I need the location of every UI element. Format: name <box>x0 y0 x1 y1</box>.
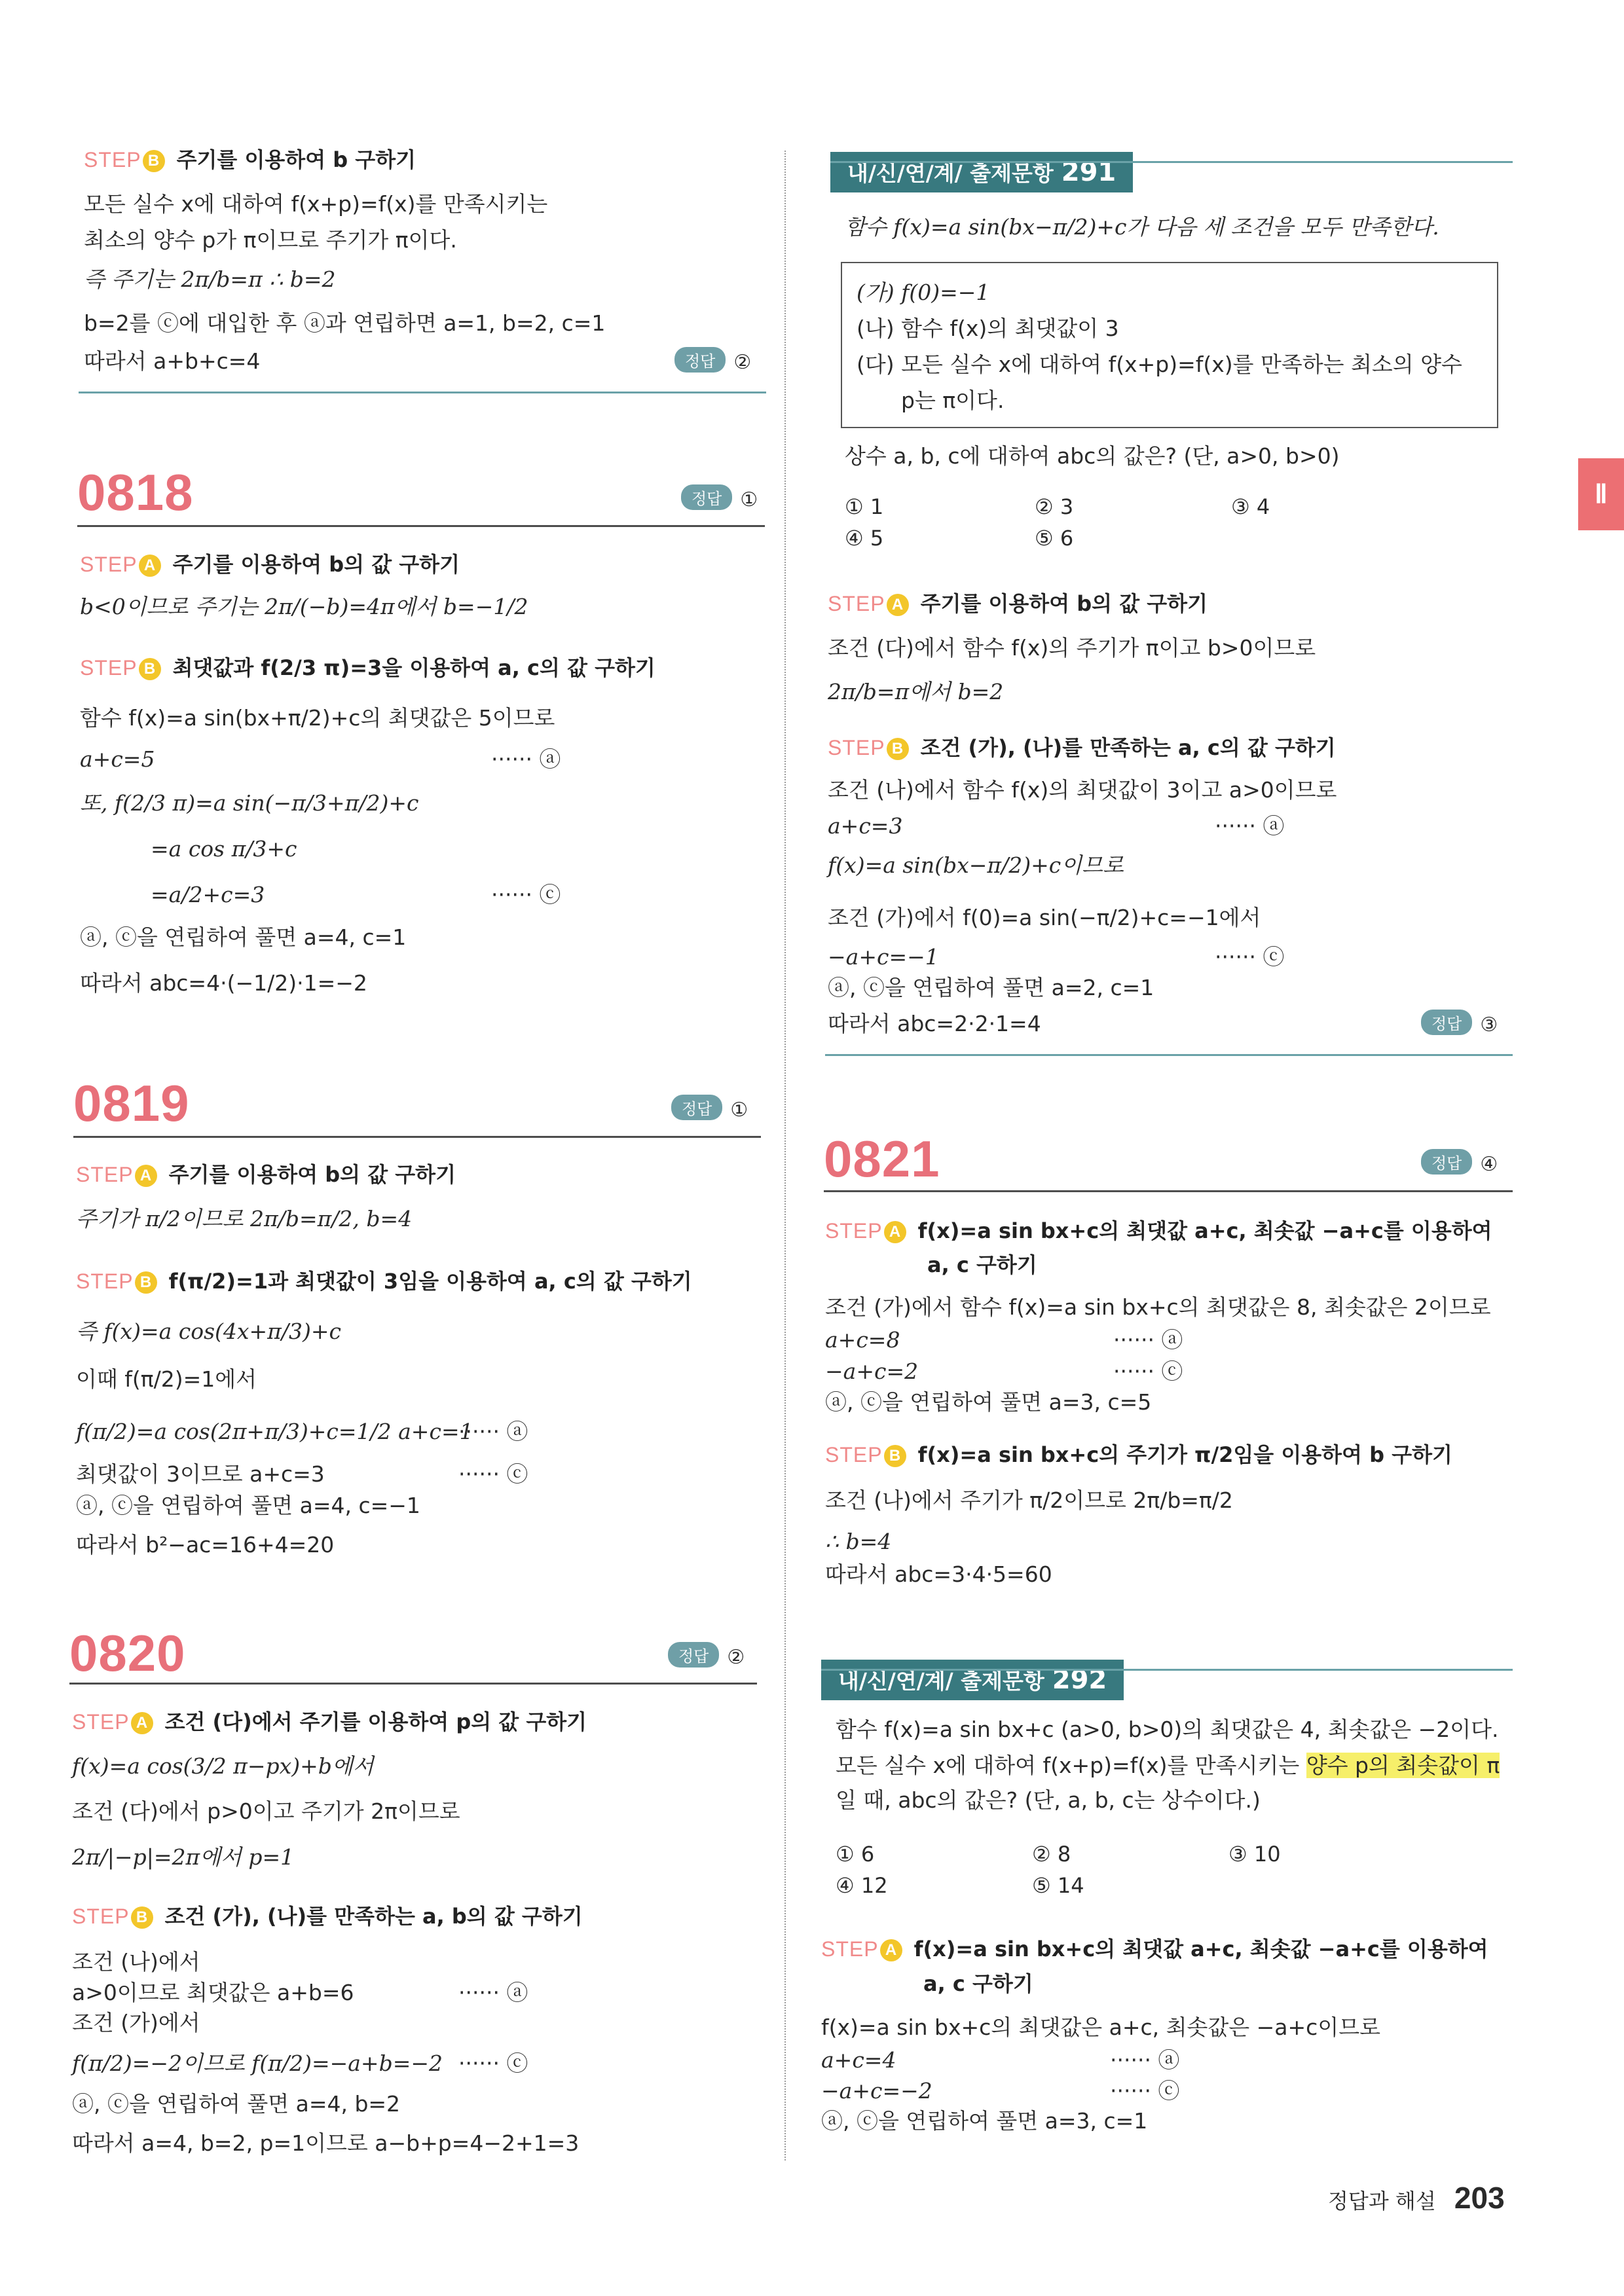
text-line: 또, f(2/3 π)=a sin(−π/3+π/2)+c <box>80 790 419 816</box>
stem-text: 모든 실수 x에 대하여 f(x+p)=f(x)를 만족시키는 <box>836 1753 1306 1778</box>
question-stem: 함수 f(x)=a sin(bx−π/2)+c가 다음 세 조건을 모두 만족한다. <box>845 214 1439 240</box>
problem-number: 0821 <box>824 1130 940 1188</box>
text-line: 2π/|−p|=2π에서 p=1 <box>72 1844 295 1870</box>
answer-badge: 정답 ① <box>681 484 758 511</box>
text-line: f(x)=a sin bx+c의 최댓값은 a+c, 최솟값은 −a+c이므로 <box>821 2014 1380 2040</box>
condition: p는 π이다. <box>901 388 1005 413</box>
step-a-header: STEP A 조건 (다)에서 주기를 이용하여 p의 값 구하기 <box>72 1709 587 1734</box>
answer-badge: 정답 ④ <box>1421 1149 1498 1176</box>
equation-tag: ······ ⓒ <box>1110 2078 1180 2104</box>
condition: (나) 함수 f(x)의 최댓값이 3 <box>857 316 1119 341</box>
condition: (가) f(0)=−1 <box>857 280 990 305</box>
highlighted-text: 양수 p의 최솟값이 π <box>1306 1753 1500 1778</box>
equation-tag: ······ ⓒ <box>1215 944 1285 970</box>
choice-5[interactable]: ⑤ 6 <box>1035 526 1074 551</box>
choice-1[interactable]: ① 1 <box>845 494 884 519</box>
chapter-tab-label: Ⅱ <box>1595 479 1608 509</box>
problem-number: 0820 <box>69 1624 186 1682</box>
equation-tag: ······ ⓐ <box>491 746 561 772</box>
choice-4[interactable]: ④ 5 <box>845 526 884 551</box>
choice-1[interactable]: ① 6 <box>836 1842 875 1867</box>
text-line: a+c=3 <box>828 813 903 839</box>
text-line: a+c=4 <box>821 2047 896 2073</box>
step-a-header: STEP A f(x)=a sin bx+c의 최댓값 a+c, 최솟값 −a+c를 이용하여 <box>821 1937 1488 1961</box>
question-stem <box>836 1751 1500 1780</box>
equation-tag: ······ ⓒ <box>491 882 561 907</box>
text-line: 조건 (가)에서 함수 f(x)=a sin bx+c의 최댓값은 8, 최솟값은 2이므로 <box>825 1294 1491 1320</box>
answer-badge: 정답 ① <box>671 1095 748 1121</box>
section-rule <box>79 392 766 393</box>
page-footer <box>1328 2180 1505 2215</box>
text-line: 따라서 abc=3·4·5=60 <box>825 1561 1052 1587</box>
text-line: b<0이므로 주기는 2π/(−b)=4π에서 b=−1/2 <box>80 594 528 619</box>
question-text: 상수 a, b, c에 대하여 abc의 값은? (단, a>0, b>0) <box>845 443 1340 469</box>
step-b-header: STEP B 조건 (가), (나)를 만족하는 a, b의 값 구하기 <box>72 1904 583 1929</box>
text-line: 따라서 b²−ac=16+4=20 <box>76 1532 335 1558</box>
answer-badge: 정답 ② <box>668 1642 745 1669</box>
step-b-header: STEP B 최댓값과 f(2/3 π)=3을 이용하여 a, c의 값 구하기 <box>80 655 655 680</box>
text-line: 조건 (나)에서 <box>72 1949 200 1975</box>
equation-tag: ······ ⓐ <box>1110 2047 1180 2073</box>
question-stem: 함수 f(x)=a sin bx+c (a>0, b>0)의 최댓값은 4, 최솟값은 −2이다. <box>836 1717 1499 1742</box>
text-line: ⓐ, ⓒ을 연립하여 풀면 a=3, c=1 <box>821 2108 1148 2134</box>
step-a-header-cont: a, c 구하기 <box>923 1971 1033 1996</box>
problem-rule <box>824 1190 1513 1192</box>
step-a-header: STEP A 주기를 이용하여 b의 값 구하기 <box>80 552 460 577</box>
step-a-header: STEP A f(x)=a sin bx+c의 최댓값 a+c, 최솟값 −a+c를 이용하여 <box>825 1218 1492 1243</box>
text-line: f(x)=a sin(bx−π/2)+c이므로 <box>828 852 1124 878</box>
text-line: 함수 f(x)=a sin(bx+π/2)+c의 최댓값은 5이므로 <box>80 705 555 731</box>
text-line: f(π/2)=a cos(2π+π/3)+c=1/2 a+c=1 <box>76 1419 473 1444</box>
problem-rule <box>73 1136 761 1138</box>
text-line: ⓐ, ⓒ을 연립하여 풀면 a=4, c=1 <box>80 924 407 950</box>
text-line: =a cos π/3+c <box>151 836 297 862</box>
section-rule <box>825 1054 1513 1056</box>
column-divider <box>784 151 786 2160</box>
answer-badge: 정답 ② <box>674 347 751 374</box>
step-a-header-cont: a, c 구하기 <box>927 1252 1037 1277</box>
text-line: 조건 (나)에서 주기가 π/2이므로 2π/b=π/2 <box>825 1487 1233 1513</box>
step-b-header: STEP B f(π/2)=1과 최댓값이 3임을 이용하여 a, c의 값 구하기 <box>76 1269 692 1294</box>
answer-badge: 정답 ③ <box>1421 1010 1498 1036</box>
choice-3[interactable]: ③ 10 <box>1228 1842 1281 1867</box>
text-line: 2π/b=π에서 b=2 <box>828 679 1004 704</box>
step-a-header: STEP A 주기를 이용하여 b의 값 구하기 <box>76 1162 456 1187</box>
header-rule <box>830 161 1513 163</box>
text-line: ⓐ, ⓒ을 연립하여 풀면 a=2, c=1 <box>828 975 1154 1000</box>
text-line: −a+c=2 <box>825 1358 919 1384</box>
step-a-header: STEP A 주기를 이용하여 b의 값 구하기 <box>828 591 1208 616</box>
equation-tag: ······ ⓒ <box>1113 1358 1183 1384</box>
text-line: ∴ b=4 <box>825 1529 892 1554</box>
equation-tag: ······ ⓐ <box>458 1980 528 2005</box>
text-line: 조건 (다)에서 함수 f(x)의 주기가 π이고 b>0이므로 <box>828 635 1316 661</box>
text-line: 조건 (나)에서 함수 f(x)의 최댓값이 3이고 a>0이므로 <box>828 777 1337 803</box>
equation-tag: ······ ⓐ <box>1215 813 1285 839</box>
text-line: 조건 (다)에서 p>0이고 주기가 2π이므로 <box>72 1798 460 1824</box>
step-b-header: STEP B 주기를 이용하여 b 구하기 <box>84 147 416 172</box>
text-line: 조건 (가)에서 f(0)=a sin(−π/2)+c=−1에서 <box>828 905 1261 930</box>
problem-number: 0819 <box>73 1074 190 1132</box>
text-line: a+c=5 <box>80 746 155 772</box>
text-line: f(x)=a cos(3/2 π−px)+b에서 <box>72 1753 374 1779</box>
choice-5[interactable]: ⑤ 14 <box>1032 1873 1084 1898</box>
text-line: b=2를 ⓒ에 대입한 후 ⓐ과 연립하면 a=1, b=2, c=1 <box>84 310 606 336</box>
chapter-side-tab <box>1578 458 1624 530</box>
footer-label: 정답과 해설 <box>1328 2189 1436 2214</box>
text-line: 따라서 a=4, b=2, p=1이므로 a−b+p=4−2+1=3 <box>72 2130 580 2156</box>
equation-tag: ······ ⓐ <box>1113 1327 1183 1353</box>
choice-2[interactable]: ② 3 <box>1035 494 1074 519</box>
question-stem: 일 때, abc의 값은? (단, a, b, c는 상수이다.) <box>836 1787 1261 1813</box>
text-line: =a/2+c=3 <box>151 882 265 907</box>
text-line: 이때 f(π/2)=1에서 <box>76 1366 257 1392</box>
text-line: a>0이므로 최댓값은 a+b=6 <box>72 1980 354 2005</box>
text-line: −a+c=−2 <box>821 2078 932 2104</box>
equation-tag: ······ ⓐ <box>458 1419 528 1444</box>
text-line: f(π/2)=−2이므로 f(π/2)=−a+b=−2 <box>72 2050 443 2076</box>
text-line: 즉 주기는 2π/b=π ∴ b=2 <box>84 266 336 292</box>
text-line: −a+c=−1 <box>828 944 939 970</box>
text-line: 최댓값이 3이므로 a+c=3 <box>76 1461 325 1487</box>
text-line: 모든 실수 x에 대하여 f(x+p)=f(x)를 만족시키는 <box>84 191 548 217</box>
step-b-header: STEP B f(x)=a sin bx+c의 주기가 π/2임을 이용하여 b 구하기 <box>825 1442 1452 1467</box>
header-rule <box>821 1669 1513 1671</box>
text-line: 즉 f(x)=a cos(4x+π/3)+c <box>76 1319 341 1344</box>
text-line: 따라서 a+b+c=4 <box>84 348 261 374</box>
choice-2[interactable]: ② 8 <box>1032 1842 1071 1867</box>
page-number: 203 <box>1454 2181 1505 2215</box>
text-line: ⓐ, ⓒ을 연립하여 풀면 a=4, b=2 <box>72 2091 401 2117</box>
related-problem-header: 내/신/연/계/ 출제문항 291 <box>830 152 1133 192</box>
equation-tag: ······ ⓒ <box>458 1461 528 1487</box>
text-line: 따라서 abc=2·2·1=4 <box>828 1011 1041 1036</box>
text-line: 따라서 abc=4·(−1/2)·1=−2 <box>80 970 367 996</box>
equation-tag: ······ ⓒ <box>458 2050 528 2076</box>
text-line: 조건 (가)에서 <box>72 2010 200 2035</box>
text-line: ⓐ, ⓒ을 연립하여 풀면 a=3, c=5 <box>825 1389 1152 1415</box>
related-problem-header: 내/신/연/계/ 출제문항 292 <box>821 1660 1124 1700</box>
choice-3[interactable]: ③ 4 <box>1231 494 1270 519</box>
choice-4[interactable]: ④ 12 <box>836 1873 888 1898</box>
text-line: a+c=8 <box>825 1327 900 1353</box>
problem-rule <box>77 525 765 527</box>
condition: (다) 모든 실수 x에 대하여 f(x+p)=f(x)를 만족하는 최소의 양수 <box>857 352 1462 377</box>
problem-number: 0818 <box>77 464 194 521</box>
problem-rule <box>69 1683 757 1685</box>
text-line: 최소의 양수 p가 π이므로 주기가 π이다. <box>84 227 457 253</box>
step-b-header: STEP B 조건 (가), (나)를 만족하는 a, c의 값 구하기 <box>828 735 1336 760</box>
text-line: ⓐ, ⓒ을 연립하여 풀면 a=4, c=−1 <box>76 1493 420 1518</box>
text-line: 주기가 π/2이므로 2π/b=π/2, b=4 <box>76 1206 413 1231</box>
